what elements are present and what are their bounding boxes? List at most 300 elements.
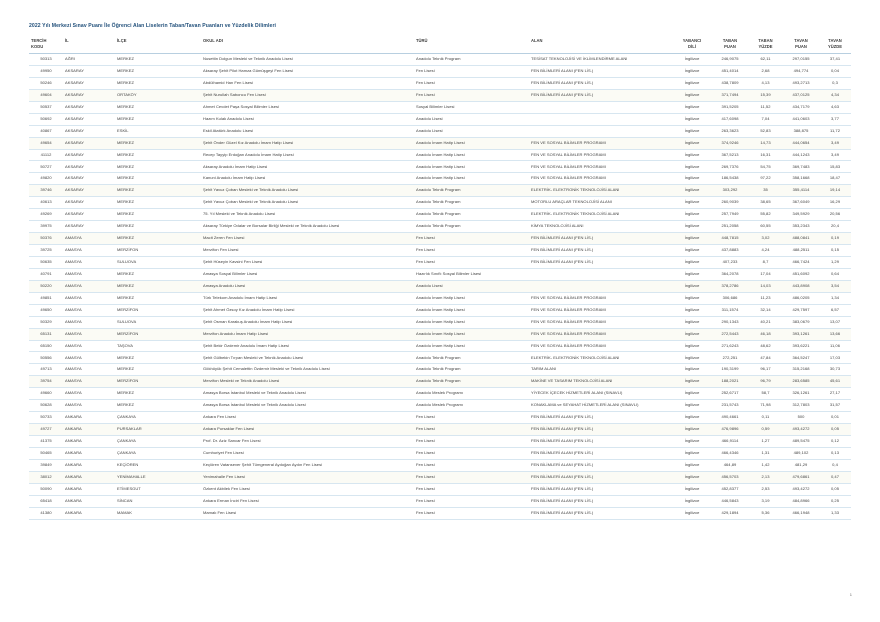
cell-tavan-puan: 466,7424	[783, 256, 819, 268]
cell-tavan-yuzde: 13,66	[819, 328, 851, 340]
cell-taban-yuzde: 46,18	[748, 328, 783, 340]
cell-kodu: 39754	[29, 376, 63, 388]
cell-okul: Amasya Anadolu Lisesi	[201, 280, 414, 292]
cell-alan: ELEKTRİK- ELEKTRONİK TEKNOLOJİSİ ALANI	[529, 185, 672, 197]
cell-ilce: MERKEZ	[115, 268, 201, 280]
cell-alan: FEN VE SOSYAL BİLİMLER PROGRAMI	[529, 161, 672, 173]
cell-tavan-puan: 349,5929	[783, 209, 819, 221]
cell-tavan-yuzde: 3,54	[819, 280, 851, 292]
table-row	[29, 185, 851, 197]
cell-taban-puan: 451,4014	[712, 65, 748, 77]
table-row	[29, 507, 851, 519]
column-header-yabanci-dili-line2: DİLİ	[688, 43, 696, 49]
cell-alan: FEN VE SOSYAL BİLİMLER PROGRAMI	[529, 340, 672, 352]
table-row	[29, 436, 851, 448]
cell-tavan-puan: 367,6049	[783, 197, 819, 209]
cell-okul: Şehit Hüseyin Kavsini Fen Lisesi	[201, 256, 414, 268]
cell-turu: Anadolu Lisesi	[414, 113, 529, 125]
cell-ilce: SULUOVA	[115, 316, 201, 328]
cell-ilce: MERZİFON	[115, 304, 201, 316]
cell-il: AKSARAY	[63, 113, 115, 125]
cell-turu: Fen Lisesi	[414, 412, 529, 424]
cell-turu: Anadolu İmam Hatip Lisesi	[414, 149, 529, 161]
cell-tavan-yuzde: 0,12	[819, 436, 851, 448]
cell-ilce: SULUOVA	[115, 256, 201, 268]
cell-ilce: MERKEZ	[115, 101, 201, 113]
cell-il: AKSARAY	[63, 185, 115, 197]
table-row	[29, 388, 851, 400]
cell-tavan-puan: 383,0679	[783, 316, 819, 328]
cell-dil: İngilizce	[672, 507, 712, 519]
cell-dil: İngilizce	[672, 495, 712, 507]
cell-alan: FEN BİLİMLERİ ALANI (FEN LİS.)	[529, 256, 672, 268]
table-row	[29, 412, 851, 424]
cell-ilce: MERKEZ	[115, 209, 201, 221]
column-header-tavan-yuzde	[819, 36, 851, 54]
cell-tavan-yuzde: 30,73	[819, 364, 851, 376]
cell-okul: Keçiören Vatansever Şehit Tümgeneral Aydoğan Aydın Fen Lisesi	[201, 459, 414, 471]
cell-okul: Ankara Fen Lisesi	[201, 412, 414, 424]
cell-okul: Macit Zeren Fen Lisesi	[201, 233, 414, 245]
cell-turu: Hazırlık Sınıflı Sosyal Bilimler Lisesi	[414, 268, 529, 280]
cell-il: AMASYA	[63, 233, 115, 245]
cell-turu: Sosyal Bilimler Lisesi	[414, 101, 529, 113]
cell-dil: İngilizce	[672, 447, 712, 459]
cell-taban-yuzde: 58,7	[748, 388, 783, 400]
cell-tavan-puan: 489,5475	[783, 436, 819, 448]
cell-okul: Şehit Yavuz Çoban Mesleki ve Teknik Anadolu Lisesi	[201, 185, 414, 197]
cell-alan: FEN BİLİMLERİ ALANI (FEN LİS.)	[529, 233, 672, 245]
cell-turu: Fen Lisesi	[414, 459, 529, 471]
cell-turu: Anadolu Teknik Program	[414, 352, 529, 364]
cell-kodu: 40613	[29, 197, 63, 209]
cell-taban-puan: 476,9896	[712, 424, 748, 436]
table-row	[29, 447, 851, 459]
cell-taban-yuzde: 60,55	[748, 221, 783, 233]
table-row	[29, 137, 851, 149]
cell-taban-puan: 231,5743	[712, 400, 748, 412]
cell-okul: Özkent Akbilek Fen Lisesi	[201, 483, 414, 495]
cell-dil: İngilizce	[672, 388, 712, 400]
table-row	[29, 304, 851, 316]
column-header-taban-puan-line1: TABAN	[722, 38, 738, 43]
table-row	[29, 256, 851, 268]
cell-taban-puan: 260,9039	[712, 197, 748, 209]
cell-okul: Nusettin Dolgun Mesleki ve Teknik Anadolu Lisesi	[201, 54, 414, 66]
cell-taban-puan: 452,8377	[712, 483, 748, 495]
cell-taban-puan: 437,8883	[712, 245, 748, 257]
cell-il: AMASYA	[63, 245, 115, 257]
cell-turu: Anadolu İmam Hatip Lisesi	[414, 304, 529, 316]
cell-taban-puan: 429,1894	[712, 507, 748, 519]
cell-il: AMASYA	[63, 328, 115, 340]
cell-ilce: MERZİFON	[115, 245, 201, 257]
cell-okul: Aksaray Anadolu İmam Hatip Lisesi	[201, 161, 414, 173]
cell-tavan-yuzde: 0,25	[819, 495, 851, 507]
cell-turu: Anadolu İmam Hatip Lisesi	[414, 161, 529, 173]
cell-taban-puan: 466,4346	[712, 447, 748, 459]
cell-dil: İngilizce	[672, 149, 712, 161]
cell-taban-puan: 188,2021	[712, 376, 748, 388]
cell-tavan-puan: 388,875	[783, 125, 819, 137]
cell-tavan-puan: 437,0125	[783, 89, 819, 101]
table-row	[29, 459, 851, 471]
cell-ilce: MERKEZ	[115, 197, 201, 209]
cell-kodu: 38012	[29, 471, 63, 483]
cell-turu: Anadolu İmam Hatip Lisesi	[414, 173, 529, 185]
cell-okul: Gökhöyük Şehit Cemalettin Özdemir Mesleki ve Teknik Anadolu Lisesi	[201, 364, 414, 376]
cell-ilce: MERKEZ	[115, 352, 201, 364]
cell-ilce: TAŞOVA	[115, 340, 201, 352]
column-header-ilce	[115, 36, 201, 54]
cell-ilce: MERKEZ	[115, 113, 201, 125]
cell-tavan-yuzde: 11,06	[819, 340, 851, 352]
cell-okul: Abdülhamid Han Fen Lisesi	[201, 77, 414, 89]
column-header-tavan-yuzde-line1: TAVAN	[828, 38, 842, 43]
cell-alan	[529, 113, 672, 125]
cell-dil: İngilizce	[672, 280, 712, 292]
cell-tavan-yuzde: 1,33	[819, 507, 851, 519]
cell-kodu: 49950	[29, 65, 63, 77]
cell-okul: Ankara Pursaklar Fen Lisesi	[201, 424, 414, 436]
cell-turu: Fen Lisesi	[414, 65, 529, 77]
cell-tavan-yuzde: 0,05	[819, 424, 851, 436]
column-header-taban-yuzde-line2: YÜZDE	[758, 43, 773, 49]
column-header-yabanci-dili	[672, 36, 712, 54]
cell-il: AKSARAY	[63, 173, 115, 185]
cell-tavan-yuzde: 0,01	[819, 412, 851, 424]
cell-taban-yuzde: 15,39	[748, 89, 783, 101]
cell-tavan-yuzde: 0,13	[819, 447, 851, 459]
cell-tavan-puan: 312,7803	[783, 400, 819, 412]
cell-taban-puan: 190,3199	[712, 364, 748, 376]
cell-alan: FEN BİLİMLERİ ALANI (FEN LİS.)	[529, 483, 672, 495]
cell-tavan-yuzde: 19,14	[819, 185, 851, 197]
cell-taban-yuzde: 2,13	[748, 471, 783, 483]
column-header-taban-yuzde-line1: TABAN	[758, 38, 773, 43]
cell-il: AKSARAY	[63, 89, 115, 101]
cell-tavan-puan: 358,1668	[783, 173, 819, 185]
cell-okul: Cumhuriyet Fen Lisesi	[201, 447, 414, 459]
cell-kodu: 41380	[29, 507, 63, 519]
cell-turu: Anadolu Lisesi	[414, 280, 529, 292]
cell-tavan-puan: 488,0841	[783, 233, 819, 245]
cell-turu: Anadolu İmam Hatip Lisesi	[414, 340, 529, 352]
table-body	[29, 54, 851, 520]
cell-il: AMASYA	[63, 280, 115, 292]
table-row	[29, 352, 851, 364]
cell-okul: Recep Tayyip Erdoğan Anadolu İmam Hatip Lisesi	[201, 149, 414, 161]
cell-kodu: 50727	[29, 161, 63, 173]
cell-ilce: SİNCAN	[115, 495, 201, 507]
cell-dil: İngilizce	[672, 137, 712, 149]
cell-turu: Fen Lisesi	[414, 233, 529, 245]
cell-ilce: MERKEZ	[115, 280, 201, 292]
cell-taban-yuzde: 8,7	[748, 256, 783, 268]
cell-dil: İngilizce	[672, 471, 712, 483]
cell-tavan-yuzde: 4,34	[819, 89, 851, 101]
cell-ilce: MERKEZ	[115, 54, 201, 66]
cell-taban-puan: 246,9075	[712, 54, 748, 66]
cell-il: AKSARAY	[63, 137, 115, 149]
cell-tavan-puan: 434,7179	[783, 101, 819, 113]
cell-kodu: 50733	[29, 412, 63, 424]
cell-tavan-puan: 429,7597	[783, 304, 819, 316]
cell-turu: Anadolu İmam Hatip Lisesi	[414, 328, 529, 340]
cell-okul: Eskil Atatürk Anadolu Lisesi	[201, 125, 414, 137]
column-header-turu-line1: TÜRÜ	[416, 38, 428, 43]
table-header	[29, 36, 851, 54]
cell-tavan-yuzde: 0,3	[819, 77, 851, 89]
cell-kodu: 39746	[29, 185, 63, 197]
cell-taban-yuzde: 55,82	[748, 209, 783, 221]
cell-alan: FEN BİLİMLERİ ALANI (FEN LİS.)	[529, 245, 672, 257]
cell-ilce: MERKEZ	[115, 400, 201, 412]
cell-dil: İngilizce	[672, 376, 712, 388]
cell-tavan-yuzde: 6,57	[819, 304, 851, 316]
cell-tavan-yuzde: 4,63	[819, 101, 851, 113]
cell-alan: FEN BİLİMLERİ ALANI (FEN LİS.)	[529, 459, 672, 471]
cell-tavan-yuzde: 45,61	[819, 376, 851, 388]
cell-dil: İngilizce	[672, 256, 712, 268]
table-row	[29, 245, 851, 257]
cell-dil: İngilizce	[672, 173, 712, 185]
column-header-tavan-puan-line1: TAVAN	[794, 38, 808, 43]
cell-alan	[529, 125, 672, 137]
cell-taban-puan: 251,2058	[712, 221, 748, 233]
cell-il: ANKARA	[63, 483, 115, 495]
column-header-turu	[414, 36, 529, 54]
cell-tavan-yuzde: 20,4	[819, 221, 851, 233]
cell-tavan-puan: 493,4272	[783, 424, 819, 436]
cell-dil: İngilizce	[672, 352, 712, 364]
cell-kodu: 49650	[29, 304, 63, 316]
cell-turu: Anadolu Lisesi	[414, 125, 529, 137]
cell-taban-yuzde: 2,53	[748, 483, 783, 495]
page-number: 1	[849, 592, 852, 597]
cell-tavan-yuzde: 20,56	[819, 209, 851, 221]
cell-il: ANKARA	[63, 471, 115, 483]
cell-dil: İngilizce	[672, 292, 712, 304]
cell-turu: Fen Lisesi	[414, 447, 529, 459]
cell-alan	[529, 268, 672, 280]
cell-alan	[529, 101, 672, 113]
cell-alan: FEN BİLİMLERİ ALANI (FEN LİS.)	[529, 65, 672, 77]
cell-turu: Anadolu Teknik Program	[414, 364, 529, 376]
cell-dil: İngilizce	[672, 113, 712, 125]
cell-turu: Fen Lisesi	[414, 256, 529, 268]
cell-turu: Anadolu Teknik Program	[414, 209, 529, 221]
scores-table	[29, 36, 851, 520]
cell-turu: Anadolu İmam Hatip Lisesi	[414, 316, 529, 328]
cell-taban-yuzde: 2,68	[748, 65, 783, 77]
table-row	[29, 125, 851, 137]
table-row	[29, 364, 851, 376]
cell-kodu: 50376	[29, 233, 63, 245]
table-row	[29, 77, 851, 89]
cell-alan: TESİSAT TEKNOLOJİSİ VE İKLİMLENDİRME ALANI	[529, 54, 672, 66]
cell-taban-yuzde: 16,31	[748, 149, 783, 161]
cell-turu: Fen Lisesi	[414, 245, 529, 257]
cell-kodu: 50537	[29, 101, 63, 113]
cell-taban-yuzde: 5,36	[748, 507, 783, 519]
table-row	[29, 173, 851, 185]
cell-taban-puan: 271,6243	[712, 340, 748, 352]
cell-turu: Fen Lisesi	[414, 507, 529, 519]
cell-il: AKSARAY	[63, 149, 115, 161]
cell-tavan-puan: 444,1243	[783, 149, 819, 161]
cell-turu: Anadolu Meslek Programı	[414, 400, 529, 412]
cell-okul: 75. Yıl Mesleki ve Teknik Anadolu Lisesi	[201, 209, 414, 221]
cell-kodu: 49713	[29, 364, 63, 376]
cell-taban-puan: 466,9114	[712, 436, 748, 448]
cell-il: AKSARAY	[63, 65, 115, 77]
cell-okul: Merzifon Anadolu İmam Hatip Lisesi	[201, 328, 414, 340]
cell-dil: İngilizce	[672, 424, 712, 436]
cell-taban-yuzde: 4,24	[748, 245, 783, 257]
cell-turu: Fen Lisesi	[414, 483, 529, 495]
cell-dil: İngilizce	[672, 328, 712, 340]
cell-okul: Ahmet Cevdet Paşa Sosyal Bilimler Lisesi	[201, 101, 414, 113]
cell-okul: Ankara Erman İnciri Fen Lisesi	[201, 495, 414, 507]
table-row	[29, 292, 851, 304]
table-row	[29, 483, 851, 495]
cell-il: AĞRI	[63, 54, 115, 66]
cell-taban-puan: 438,7809	[712, 77, 748, 89]
cell-dil: İngilizce	[672, 268, 712, 280]
cell-tavan-yuzde: 3,49	[819, 149, 851, 161]
cell-kodu: 49820	[29, 173, 63, 185]
cell-turu: Fen Lisesi	[414, 495, 529, 507]
cell-tavan-puan: 488,2511	[783, 245, 819, 257]
cell-il: ANKARA	[63, 424, 115, 436]
cell-ilce: MERKEZ	[115, 161, 201, 173]
cell-taban-yuzde: 11,52	[748, 101, 783, 113]
cell-il: ANKARA	[63, 507, 115, 519]
cell-turu: Fen Lisesi	[414, 89, 529, 101]
cell-ilce: MERKEZ	[115, 388, 201, 400]
column-header-yabanci-dili-line1: YABANCI	[682, 38, 702, 43]
cell-ilce: MERZİFON	[115, 376, 201, 388]
column-header-taban-puan-line2: PUAN	[724, 43, 736, 49]
cell-turu: Anadolu Teknik Program	[414, 221, 529, 233]
cell-dil: İngilizce	[672, 221, 712, 233]
cell-taban-yuzde: 3,19	[748, 495, 783, 507]
cell-okul: Aksaray Şehit Pilot Hamza Gümüşgeyi Fen Lisesi	[201, 65, 414, 77]
table-row	[29, 113, 851, 125]
cell-alan: FEN VE SOSYAL BİLİMLER PROGRAMI	[529, 173, 672, 185]
cell-taban-yuzde: 14,73	[748, 137, 783, 149]
cell-tavan-yuzde: 27,17	[819, 388, 851, 400]
cell-okul: Amasya Sosyal Bilimler Lisesi	[201, 268, 414, 280]
cell-okul: Türk Telekom Anadolu İmam Hatip Lisesi	[201, 292, 414, 304]
cell-ilce: MERKEZ	[115, 185, 201, 197]
cell-tavan-puan: 466,1948	[783, 507, 819, 519]
cell-ilce: KEÇİÖREN	[115, 459, 201, 471]
column-header-tercih-kodu-line2: KODU	[31, 43, 44, 49]
cell-alan: FEN VE SOSYAL BİLİMLER PROGRAMI	[529, 292, 672, 304]
cell-kodu: 49851	[29, 292, 63, 304]
cell-dil: İngilizce	[672, 197, 712, 209]
cell-tavan-yuzde: 0,04	[819, 65, 851, 77]
cell-taban-yuzde: 0,59	[748, 424, 783, 436]
cell-turu: Anadolu Teknik Program	[414, 54, 529, 66]
cell-taban-puan: 490,4661	[712, 412, 748, 424]
cell-okul: Şehit Osman Karakuş Anadolu İmam Hatip Lisesi	[201, 316, 414, 328]
cell-tavan-puan: 393,6221	[783, 340, 819, 352]
cell-il: AMASYA	[63, 352, 115, 364]
cell-taban-yuzde: 38,65	[748, 197, 783, 209]
cell-taban-puan: 186,5438	[712, 173, 748, 185]
cell-dil: İngilizce	[672, 77, 712, 89]
cell-il: AMASYA	[63, 316, 115, 328]
cell-taban-yuzde: 14,03	[748, 280, 783, 292]
cell-taban-puan: 417,6098	[712, 113, 748, 125]
column-header-taban-puan	[712, 36, 748, 54]
cell-il: AMASYA	[63, 376, 115, 388]
cell-taban-puan: 464,89	[712, 459, 748, 471]
table-row	[29, 280, 851, 292]
cell-taban-puan: 448,7815	[712, 233, 748, 245]
cell-ilce: MERKEZ	[115, 65, 201, 77]
cell-ilce: ÇANKAYA	[115, 412, 201, 424]
cell-taban-yuzde: 1,31	[748, 447, 783, 459]
cell-tavan-yuzde: 0,47	[819, 471, 851, 483]
cell-tavan-puan: 451,6092	[783, 268, 819, 280]
cell-taban-puan: 371,7494	[712, 89, 748, 101]
cell-il: AMASYA	[63, 268, 115, 280]
cell-taban-yuzde: 62,11	[748, 54, 783, 66]
cell-il: AKSARAY	[63, 221, 115, 233]
cell-turu: Anadolu İmam Hatip Lisesi	[414, 137, 529, 149]
cell-kodu: 41375	[29, 436, 63, 448]
cell-ilce: MERKEZ	[115, 233, 201, 245]
cell-il: AKSARAY	[63, 161, 115, 173]
cell-kodu: 50692	[29, 113, 63, 125]
page-title: 2022 Yılı Merkezi Sınav Puanı İle Öğrenci Alan Liselerin Taban/Tavan Puanları ve Yüzdelik Dilimleri	[29, 23, 277, 29]
cell-il: ANKARA	[63, 495, 115, 507]
cell-taban-yuzde: 35	[748, 185, 783, 197]
cell-il: AKSARAY	[63, 77, 115, 89]
column-header-alan	[529, 36, 672, 54]
cell-taban-yuzde: 40,21	[748, 316, 783, 328]
cell-kodu: 50246	[29, 77, 63, 89]
cell-okul: Şehit Ahmet Özsoy Kız Anadolu İmam Hatip Lisesi	[201, 304, 414, 316]
cell-taban-puan: 272,5443	[712, 328, 748, 340]
cell-tavan-puan: 486,0205	[783, 292, 819, 304]
cell-dil: İngilizce	[672, 304, 712, 316]
cell-taban-yuzde: 47,84	[748, 352, 783, 364]
cell-kodu: 50635	[29, 256, 63, 268]
cell-kodu: 41112	[29, 149, 63, 161]
cell-turu: Anadolu Teknik Program	[414, 197, 529, 209]
cell-taban-yuzde: 1,42	[748, 459, 783, 471]
cell-taban-yuzde: 11,23	[748, 292, 783, 304]
cell-taban-puan: 303,292	[712, 185, 748, 197]
table-row	[29, 209, 851, 221]
cell-kodu: 50628	[29, 400, 63, 412]
cell-taban-puan: 269,7376	[712, 161, 748, 173]
table-row	[29, 340, 851, 352]
cell-il: AMASYA	[63, 388, 115, 400]
cell-tavan-yuzde: 17,03	[819, 352, 851, 364]
cell-il: AMASYA	[63, 256, 115, 268]
cell-alan: KONAKLAMA ve SEYAHAT HİZMETLERİ ALANI (SINAVLI)	[529, 400, 672, 412]
column-header-alan-line1: ALAN	[531, 38, 543, 43]
cell-dil: İngilizce	[672, 412, 712, 424]
cell-taban-puan: 367,5213	[712, 149, 748, 161]
cell-tavan-yuzde: 18,47	[819, 173, 851, 185]
